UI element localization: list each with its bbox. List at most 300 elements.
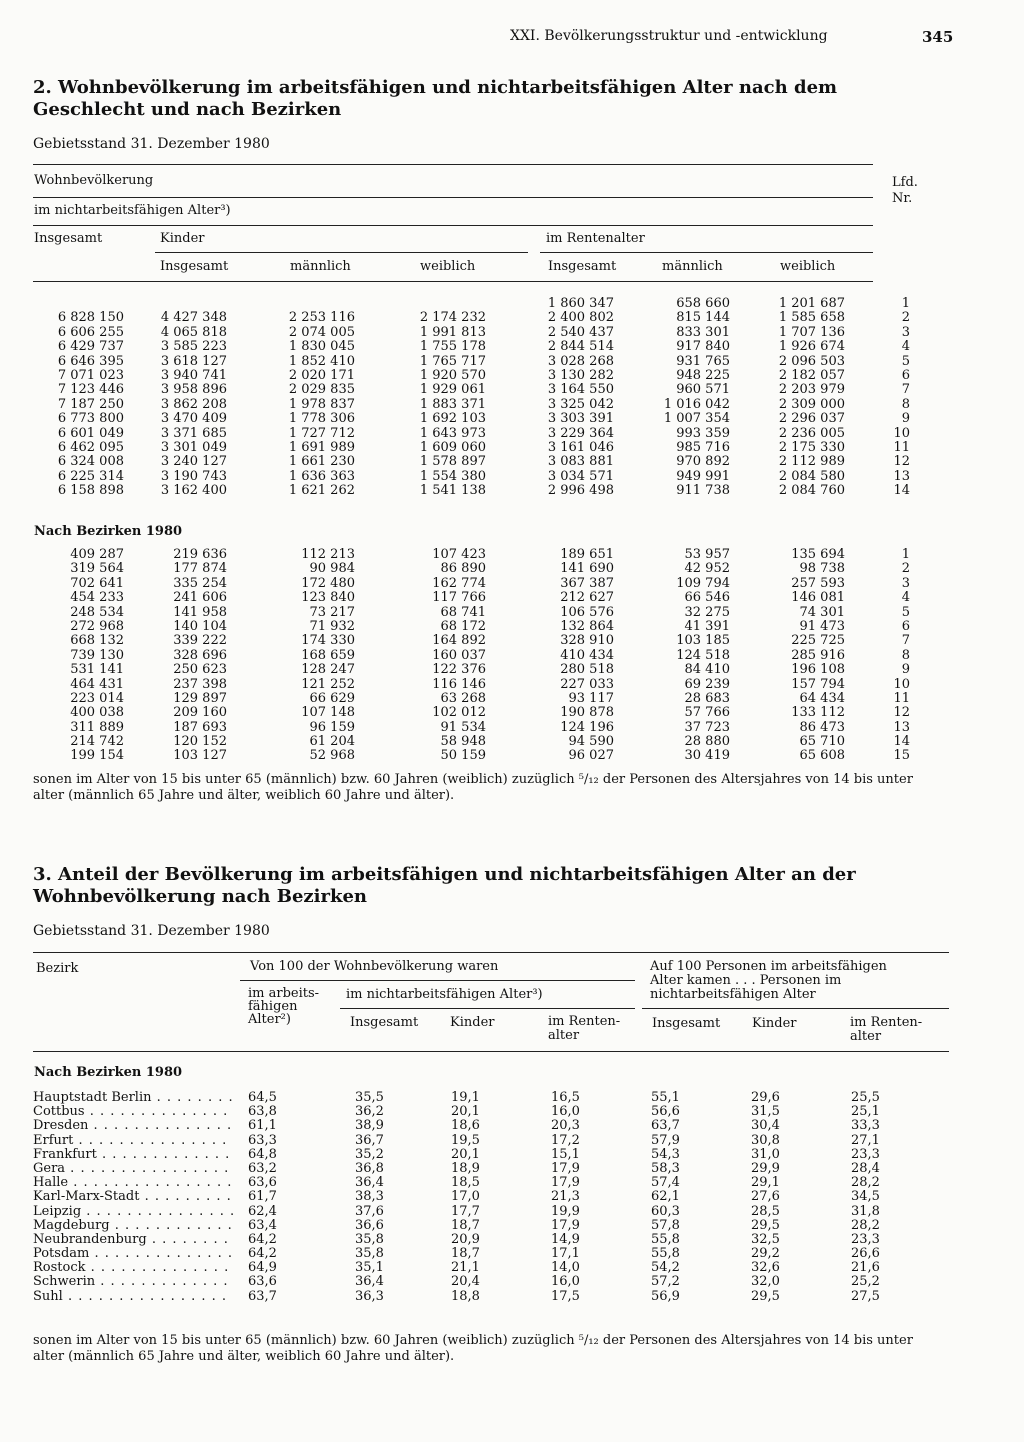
cell-nicht-renten: 14,0 — [551, 1260, 580, 1276]
cell-lfd-nr: 5 — [901, 604, 910, 620]
cell-kinder-maennlich: 66 629 — [309, 690, 355, 706]
cell-renten-maennlich: 917 840 — [676, 339, 730, 355]
cell-renten-weiblich: 74 301 — [799, 604, 845, 620]
cell-auf100-insgesamt: 55,1 — [651, 1090, 680, 1105]
cell-insgesamt: 214 742 — [70, 734, 124, 750]
cell-nicht-renten: 16,0 — [551, 1274, 580, 1290]
table3-section-bezirke: Nach Bezirken 1980 — [34, 1065, 183, 1080]
cell-nicht-kinder: 18,6 — [451, 1118, 480, 1134]
table3-sub-insgesamt-auf100: Insgesamt — [652, 1016, 721, 1031]
cell-kinder-weiblich: 162 774 — [432, 575, 486, 591]
cell-kinder-insgesamt: 4 427 348 — [160, 310, 227, 326]
cell-auf100-renten: 27,1 — [851, 1132, 880, 1148]
cell-renten-weiblich: 2 084 580 — [778, 468, 845, 484]
cell-lfd-nr: 12 — [893, 454, 910, 470]
cell-renten-insgesamt: 3 034 571 — [547, 468, 614, 484]
cell-nicht-renten: 15,1 — [551, 1146, 580, 1162]
table2-rows-bezirke — [0, 548, 1024, 764]
cell-auf100-kinder: 31,0 — [751, 1146, 780, 1162]
cell-renten-insgesamt: 3 130 282 — [547, 367, 614, 383]
cell-insgesamt: 7 071 023 — [57, 367, 124, 383]
cell-kinder-weiblich: 86 890 — [440, 561, 486, 577]
cell-bezirk: Magdeburg . . . — [33, 1219, 233, 1233]
cell-renten-maennlich: 815 144 — [676, 310, 730, 326]
cell-lfd-nr: 3 — [901, 575, 910, 591]
table2-sub-insgesamt-renten: Insgesamt — [548, 259, 617, 274]
cell-bezirk: Hauptstadt Berlin . . . — [33, 1091, 233, 1105]
cell-renten-insgesamt: 328 910 — [560, 633, 614, 649]
table-row — [0, 548, 1024, 562]
cell-kinder-insgesamt: 3 301 049 — [160, 439, 227, 455]
cell-lfd-nr: 12 — [893, 705, 910, 721]
cell-kinder-weiblich: 1 609 060 — [419, 439, 486, 455]
cell-lfd-nr: 4 — [901, 590, 910, 606]
cell-renten-weiblich: 1 926 674 — [778, 339, 845, 355]
cell-renten-maennlich: 41 391 — [684, 618, 730, 634]
table2-col-rentenalter: im Rentenalter — [546, 231, 645, 246]
table-row — [0, 398, 1024, 412]
table-row — [33, 1162, 963, 1176]
cell-nicht-kinder: 19,1 — [451, 1090, 480, 1105]
cell-kinder-weiblich: 1 883 371 — [419, 396, 486, 412]
cell-nicht-insgesamt: 36,8 — [355, 1160, 384, 1176]
table3-rows-bezirke — [33, 1091, 963, 1304]
cell-renten-weiblich: 65 608 — [799, 748, 845, 764]
table2-subtitle: Gebietsstand 31. Dezember 1980 — [33, 136, 270, 152]
cell-nicht-renten: 19,9 — [551, 1203, 580, 1219]
cell-nicht-kinder: 18,8 — [451, 1288, 480, 1304]
cell-nicht-renten: 14,9 — [551, 1231, 580, 1247]
cell-kinder-insgesamt: 3 240 127 — [160, 454, 227, 470]
cell-arbeitsfaehig: 64,9 — [248, 1260, 277, 1276]
table3-rule-top — [33, 952, 949, 953]
table-row — [33, 1190, 963, 1204]
cell-lfd-nr: 3 — [901, 324, 910, 340]
cell-auf100-kinder: 29,1 — [751, 1175, 780, 1191]
cell-insgesamt: 400 038 — [70, 705, 124, 721]
cell-auf100-renten: 25,5 — [851, 1090, 880, 1105]
table2-rule-header-bottom — [33, 281, 873, 282]
cell-lfd-nr: 6 — [901, 618, 910, 634]
cell-nicht-renten: 17,1 — [551, 1246, 580, 1262]
table2-rule-3 — [33, 225, 873, 226]
cell-auf100-kinder: 32,0 — [751, 1274, 780, 1290]
table-row — [33, 1119, 963, 1133]
cell-kinder-weiblich: 1 991 813 — [419, 324, 486, 340]
cell-arbeitsfaehig: 63,2 — [248, 1160, 277, 1176]
cell-kinder-insgesamt: 237 398 — [173, 676, 227, 692]
cell-kinder-maennlich: 2 029 835 — [288, 382, 355, 398]
table3-subtitle: Gebietsstand 31. Dezember 1980 — [33, 923, 270, 939]
cell-renten-insgesamt: 2 996 498 — [547, 483, 614, 499]
cell-auf100-kinder: 29,5 — [751, 1217, 780, 1233]
table-row — [33, 1091, 963, 1105]
cell-kinder-insgesamt: 120 152 — [173, 734, 227, 750]
cell-nicht-kinder: 19,5 — [451, 1132, 480, 1148]
cell-insgesamt: 7 187 250 — [57, 396, 124, 412]
table-row — [0, 484, 1024, 498]
cell-insgesamt: 6 225 314 — [57, 468, 124, 484]
cell-lfd-nr: 11 — [893, 690, 910, 706]
cell-bezirk: Suhl . . . — [33, 1290, 233, 1304]
cell-auf100-insgesamt: 57,4 — [651, 1175, 680, 1191]
table2-sub-weiblich: weiblich — [420, 259, 476, 274]
cell-kinder-maennlich: 1 978 837 — [288, 396, 355, 412]
table3-footnote-line1: sonen im Alter von 15 bis unter 65 (männlich) bzw. 60 Jahren (weiblich) zuzüglich ⁵/₁₂ der Personen des Altersjahres von 14 bis unter — [33, 1333, 913, 1348]
cell-auf100-insgesamt: 60,3 — [651, 1203, 680, 1219]
cell-nicht-insgesamt: 36,6 — [355, 1217, 384, 1233]
cell-nicht-kinder: 20,1 — [451, 1104, 480, 1120]
cell-bezirk: Halle . . . — [33, 1176, 233, 1190]
cell-arbeitsfaehig: 64,2 — [248, 1246, 277, 1262]
cell-nicht-insgesamt: 36,4 — [355, 1274, 384, 1290]
cell-insgesamt: 531 141 — [70, 662, 124, 678]
cell-insgesamt: 668 132 — [70, 633, 124, 649]
table-row — [0, 326, 1024, 340]
cell-insgesamt: 739 130 — [70, 647, 124, 663]
cell-insgesamt: 311 889 — [70, 719, 124, 735]
cell-kinder-maennlich: 1 636 363 — [288, 468, 355, 484]
table-row — [0, 355, 1024, 369]
cell-kinder-maennlich: 1 691 989 — [288, 439, 355, 455]
cell-renten-weiblich: 65 710 — [799, 734, 845, 750]
cell-renten-weiblich: 1 707 136 — [778, 324, 845, 340]
cell-renten-weiblich: 157 794 — [791, 676, 845, 692]
table-row — [0, 634, 1024, 648]
cell-kinder-weiblich: 1 578 897 — [419, 454, 486, 470]
cell-arbeitsfaehig: 64,2 — [248, 1231, 277, 1247]
cell-renten-insgesamt: 1 860 347 — [547, 296, 614, 311]
table2-footnote-line2: alter (männlich 65 Jahre und älter, weiblich 60 Jahre und älter). — [33, 788, 455, 803]
cell-auf100-insgesamt: 57,8 — [651, 1217, 680, 1233]
cell-arbeitsfaehig: 64,8 — [248, 1146, 277, 1162]
cell-renten-weiblich: 1 585 658 — [778, 310, 845, 326]
cell-renten-weiblich: 2 175 330 — [778, 439, 845, 455]
table-row — [0, 663, 1024, 677]
cell-renten-maennlich: 1 007 354 — [663, 411, 730, 427]
table3-sub-kinder-auf100: Kinder — [752, 1016, 797, 1031]
cell-renten-weiblich: 2 096 503 — [778, 353, 845, 369]
cell-renten-weiblich: 2 236 005 — [778, 425, 845, 441]
cell-kinder-insgesamt: 250 623 — [173, 662, 227, 678]
cell-renten-weiblich: 133 112 — [791, 705, 845, 721]
cell-auf100-insgesamt: 55,8 — [651, 1246, 680, 1262]
table2-sub-weiblich-renten: weiblich — [780, 259, 836, 274]
table-row — [0, 427, 1024, 441]
cell-auf100-insgesamt: 56,9 — [651, 1288, 680, 1304]
cell-renten-insgesamt: 190 878 — [560, 705, 614, 721]
cell-bezirk: Erfurt . . . — [33, 1134, 233, 1148]
table-row — [33, 1233, 963, 1247]
cell-auf100-renten: 28,2 — [851, 1175, 880, 1191]
cell-renten-maennlich: 949 991 — [676, 468, 730, 484]
table-row — [33, 1134, 963, 1148]
cell-nicht-renten: 16,0 — [551, 1104, 580, 1120]
cell-kinder-maennlich: 121 252 — [301, 676, 355, 692]
cell-auf100-kinder: 30,4 — [751, 1118, 780, 1134]
cell-kinder-maennlich: 123 840 — [301, 590, 355, 606]
cell-renten-weiblich: 2 309 000 — [778, 396, 845, 412]
cell-insgesamt: 199 154 — [70, 748, 124, 764]
cell-kinder-maennlich: 1 830 045 — [288, 339, 355, 355]
cell-auf100-kinder: 30,8 — [751, 1132, 780, 1148]
cell-lfd-nr: 8 — [901, 647, 910, 663]
table2-rule-2 — [33, 197, 873, 198]
table3-head-bezirk: Bezirk — [36, 961, 79, 976]
cell-insgesamt: 6 462 095 — [57, 439, 124, 455]
cell-auf100-insgesamt: 58,3 — [651, 1160, 680, 1176]
cell-kinder-weiblich: 1 541 138 — [419, 483, 486, 499]
cell-lfd-nr: 7 — [901, 382, 910, 398]
cell-kinder-weiblich: 2 174 232 — [419, 310, 486, 326]
cell-arbeitsfaehig: 64,5 — [248, 1090, 277, 1105]
table-row — [33, 1205, 963, 1219]
cell-renten-insgesamt: 3 164 550 — [547, 382, 614, 398]
cell-renten-weiblich: 2 296 037 — [778, 411, 845, 427]
cell-renten-insgesamt: 3 325 042 — [547, 396, 614, 412]
cell-kinder-weiblich: 1 554 380 — [419, 468, 486, 484]
cell-lfd-nr: 9 — [901, 411, 910, 427]
cell-kinder-insgesamt: 209 160 — [173, 705, 227, 721]
cell-auf100-insgesamt: 54,2 — [651, 1260, 680, 1276]
table3-sub-rentenalter: im Renten- alter — [548, 1014, 621, 1043]
cell-renten-maennlich: 37 723 — [684, 719, 730, 735]
cell-kinder-weiblich: 164 892 — [432, 633, 486, 649]
cell-nicht-renten: 16,5 — [551, 1090, 580, 1105]
table2-head-nichtarbeitsfaehig: im nichtarbeitsfähigen Alter³) — [34, 203, 231, 218]
cell-kinder-maennlich: 96 159 — [309, 719, 355, 735]
cell-nicht-kinder: 18,9 — [451, 1160, 480, 1176]
cell-renten-maennlich: 66 546 — [684, 590, 730, 606]
cell-kinder-maennlich: 71 932 — [309, 618, 355, 634]
cell-nicht-renten: 17,9 — [551, 1160, 580, 1176]
cell-renten-maennlich: 28 683 — [684, 690, 730, 706]
cell-lfd-nr: 2 — [901, 561, 910, 577]
cell-arbeitsfaehig: 63,7 — [248, 1288, 277, 1304]
table-row — [0, 311, 1024, 325]
table-row — [33, 1261, 963, 1275]
cell-bezirk: Frankfurt . . . — [33, 1148, 233, 1162]
cell-kinder-maennlich: 61 204 — [309, 734, 355, 750]
cell-auf100-renten: 27,5 — [851, 1288, 880, 1304]
cell-kinder-insgesamt: 187 693 — [173, 719, 227, 735]
cell-nicht-kinder: 21,1 — [451, 1260, 480, 1276]
cell-renten-maennlich: 970 892 — [676, 454, 730, 470]
cell-kinder-maennlich: 1 727 712 — [288, 425, 355, 441]
table2-section-bezirke: Nach Bezirken 1980 — [34, 524, 183, 539]
cell-renten-insgesamt: 2 844 514 — [547, 339, 614, 355]
cell-renten-weiblich: 285 916 — [791, 647, 845, 663]
cell-insgesamt: 409 287 — [70, 547, 124, 562]
cell-lfd-nr: 10 — [893, 425, 910, 441]
cell-auf100-renten: 23,3 — [851, 1231, 880, 1247]
table-row — [0, 606, 1024, 620]
cell-kinder-weiblich: 63 268 — [440, 690, 486, 706]
cell-kinder-weiblich: 68 172 — [440, 618, 486, 634]
cell-bezirk: Potsdam . . . — [33, 1247, 233, 1261]
cell-renten-insgesamt: 227 033 — [560, 676, 614, 692]
cell-arbeitsfaehig: 63,6 — [248, 1175, 277, 1191]
table-row — [0, 562, 1024, 576]
cell-kinder-insgesamt: 3 371 685 — [160, 425, 227, 441]
cell-nicht-insgesamt: 35,1 — [355, 1260, 384, 1276]
cell-auf100-renten: 34,5 — [851, 1189, 880, 1205]
cell-nicht-insgesamt: 35,8 — [355, 1231, 384, 1247]
cell-lfd-nr: 15 — [893, 748, 910, 764]
table-row — [33, 1275, 963, 1289]
cell-lfd-nr: 1 — [901, 296, 910, 311]
cell-renten-weiblich: 2 182 057 — [778, 367, 845, 383]
cell-renten-insgesamt: 94 590 — [568, 734, 614, 750]
cell-auf100-renten: 21,6 — [851, 1260, 880, 1276]
cell-renten-insgesamt: 132 864 — [560, 618, 614, 634]
cell-nicht-renten: 17,5 — [551, 1288, 580, 1304]
cell-renten-maennlich: 948 225 — [676, 367, 730, 383]
cell-renten-insgesamt: 2 540 437 — [547, 324, 614, 340]
cell-kinder-maennlich: 168 659 — [301, 647, 355, 663]
cell-lfd-nr: 10 — [893, 676, 910, 692]
table2-sub-maennlich: männlich — [290, 259, 351, 274]
cell-insgesamt: 6 828 150 — [57, 310, 124, 326]
cell-kinder-maennlich: 107 148 — [301, 705, 355, 721]
cell-insgesamt: 6 606 255 — [57, 324, 124, 340]
cell-kinder-insgesamt: 3 958 896 — [160, 382, 227, 398]
cell-auf100-renten: 28,2 — [851, 1217, 880, 1233]
cell-renten-insgesamt: 124 196 — [560, 719, 614, 735]
cell-renten-insgesamt: 367 387 — [560, 575, 614, 591]
cell-renten-insgesamt: 3 229 364 — [547, 425, 614, 441]
table2-rows-years — [0, 297, 1024, 498]
cell-insgesamt: 702 641 — [70, 575, 124, 591]
cell-renten-weiblich: 98 738 — [799, 561, 845, 577]
cell-auf100-kinder: 29,9 — [751, 1160, 780, 1176]
cell-renten-insgesamt: 280 518 — [560, 662, 614, 678]
table-row — [0, 692, 1024, 706]
cell-renten-maennlich: 103 185 — [676, 633, 730, 649]
cell-kinder-insgesamt: 3 940 741 — [160, 367, 227, 383]
cell-kinder-weiblich: 1 920 570 — [419, 367, 486, 383]
cell-nicht-kinder: 20,9 — [451, 1231, 480, 1247]
table-row — [0, 721, 1024, 735]
cell-renten-insgesamt: 106 576 — [560, 604, 614, 620]
cell-kinder-maennlich: 73 217 — [309, 604, 355, 620]
cell-lfd-nr: 5 — [901, 353, 910, 369]
cell-kinder-weiblich: 1 643 973 — [419, 425, 486, 441]
cell-kinder-insgesamt: 3 618 127 — [160, 353, 227, 369]
table-row — [0, 620, 1024, 634]
cell-renten-weiblich: 2 112 989 — [778, 454, 845, 470]
cell-kinder-weiblich: 50 159 — [440, 748, 486, 764]
cell-insgesamt: 7 123 446 — [57, 382, 124, 398]
cell-lfd-nr: 14 — [893, 734, 910, 750]
cell-lfd-nr: 14 — [893, 483, 910, 499]
cell-lfd-nr: 13 — [893, 719, 910, 735]
table-row — [0, 412, 1024, 426]
cell-renten-weiblich: 2 203 979 — [778, 382, 845, 398]
table2-head-wohnbevoelkerung: Wohnbevölkerung — [34, 173, 154, 188]
cell-lfd-nr: 6 — [901, 367, 910, 383]
table2-title: 2. Wohnbevölkerung im arbeitsfähigen und nichtarbeitsfähigen Alter nach dem Geschlecht und nach Bezirken — [33, 77, 838, 120]
chapter-header: XXI. Bevölkerungsstruktur und -entwicklung — [510, 28, 828, 44]
cell-arbeitsfaehig: 61,7 — [248, 1189, 277, 1205]
cell-nicht-insgesamt: 36,4 — [355, 1175, 384, 1191]
table2-sub-maennlich-renten: männlich — [662, 259, 723, 274]
cell-kinder-maennlich: 2 074 005 — [288, 324, 355, 340]
cell-auf100-kinder: 32,6 — [751, 1260, 780, 1276]
cell-auf100-renten: 25,2 — [851, 1274, 880, 1290]
cell-nicht-renten: 20,3 — [551, 1118, 580, 1134]
cell-auf100-insgesamt: 54,3 — [651, 1146, 680, 1162]
cell-renten-maennlich: 53 957 — [684, 547, 730, 562]
cell-kinder-insgesamt: 335 254 — [173, 575, 227, 591]
table-row — [0, 577, 1024, 591]
cell-renten-insgesamt: 141 690 — [560, 561, 614, 577]
cell-nicht-insgesamt: 36,2 — [355, 1104, 384, 1120]
cell-kinder-insgesamt: 103 127 — [173, 748, 227, 764]
table2-rule-kinder — [155, 252, 528, 253]
cell-kinder-maennlich: 1 778 306 — [288, 411, 355, 427]
table3-footnote-line2: alter (männlich 65 Jahre und älter, weiblich 60 Jahre und älter). — [33, 1349, 455, 1364]
cell-auf100-insgesamt: 57,9 — [651, 1132, 680, 1148]
cell-nicht-kinder: 18,5 — [451, 1175, 480, 1191]
cell-insgesamt: 464 431 — [70, 676, 124, 692]
cell-auf100-kinder: 32,5 — [751, 1231, 780, 1247]
cell-auf100-renten: 23,3 — [851, 1146, 880, 1162]
cell-arbeitsfaehig: 63,4 — [248, 1217, 277, 1233]
cell-bezirk: Neubrandenburg . . . — [33, 1233, 233, 1247]
cell-nicht-kinder: 18,7 — [451, 1217, 480, 1233]
table-row — [33, 1105, 963, 1119]
cell-auf100-renten: 26,6 — [851, 1246, 880, 1262]
cell-renten-maennlich: 993 359 — [676, 425, 730, 441]
cell-nicht-insgesamt: 35,2 — [355, 1146, 384, 1162]
cell-kinder-weiblich: 1 765 717 — [419, 353, 486, 369]
cell-nicht-insgesamt: 36,3 — [355, 1288, 384, 1304]
table-row — [0, 735, 1024, 749]
cell-insgesamt: 223 014 — [70, 690, 124, 706]
cell-auf100-renten: 25,1 — [851, 1104, 880, 1120]
cell-renten-weiblich: 1 201 687 — [778, 296, 845, 311]
cell-renten-maennlich: 658 660 — [676, 296, 730, 311]
cell-renten-insgesamt: 96 027 — [568, 748, 614, 764]
cell-renten-weiblich: 91 473 — [799, 618, 845, 634]
table3-sub-insgesamt: Insgesamt — [350, 1015, 419, 1030]
cell-nicht-kinder: 18,7 — [451, 1246, 480, 1262]
cell-arbeitsfaehig: 63,8 — [248, 1104, 277, 1120]
cell-arbeitsfaehig: 63,3 — [248, 1132, 277, 1148]
cell-kinder-insgesamt: 339 222 — [173, 633, 227, 649]
cell-auf100-renten: 33,3 — [851, 1118, 880, 1134]
cell-kinder-maennlich: 52 968 — [309, 748, 355, 764]
cell-kinder-weiblich: 102 012 — [432, 705, 486, 721]
cell-nicht-insgesamt: 35,5 — [355, 1090, 384, 1105]
cell-renten-maennlich: 109 794 — [676, 575, 730, 591]
cell-renten-maennlich: 57 766 — [684, 705, 730, 721]
cell-kinder-maennlich: 90 984 — [309, 561, 355, 577]
cell-nicht-insgesamt: 38,3 — [355, 1189, 384, 1205]
cell-insgesamt: 6 158 898 — [57, 483, 124, 499]
cell-renten-maennlich: 28 880 — [684, 734, 730, 750]
cell-nicht-insgesamt: 37,6 — [355, 1203, 384, 1219]
cell-renten-insgesamt: 212 627 — [560, 590, 614, 606]
cell-auf100-renten: 28,4 — [851, 1160, 880, 1176]
cell-insgesamt: 272 968 — [70, 618, 124, 634]
cell-auf100-insgesamt: 57,2 — [651, 1274, 680, 1290]
cell-lfd-nr: 8 — [901, 396, 910, 412]
cell-kinder-insgesamt: 4 065 818 — [160, 324, 227, 340]
table2-col-insgesamt: Insgesamt — [34, 231, 103, 246]
table-row — [0, 470, 1024, 484]
